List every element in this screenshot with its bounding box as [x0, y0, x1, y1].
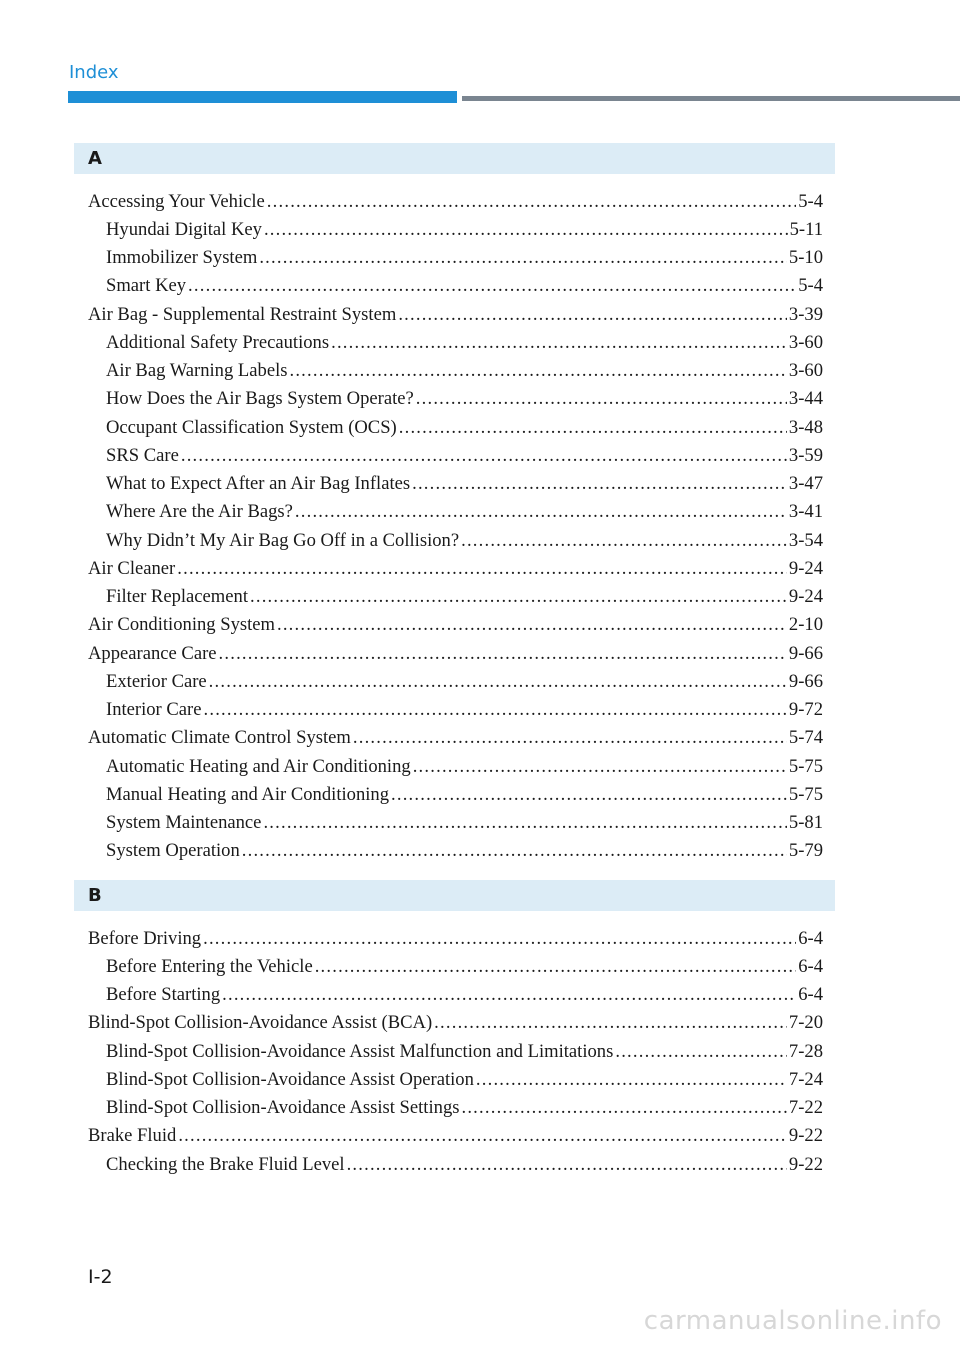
leader-dots	[391, 781, 787, 809]
index-subentry[interactable]	[106, 953, 823, 981]
entry-page: 6-4	[798, 956, 823, 977]
entry-page: 3-60	[788, 360, 823, 381]
index-subentry[interactable]	[106, 696, 823, 724]
index-entry[interactable]	[88, 1009, 823, 1037]
entry-label: Additional Safety Precautions	[106, 332, 330, 353]
leader-dots	[461, 1094, 786, 1122]
entry-page: 3-54	[788, 530, 823, 551]
entry-label: Blind-Spot Collision-Avoidance Assist Malfunction and Limitations	[106, 1041, 614, 1062]
entry-page: 5-79	[788, 840, 823, 861]
header-title: Index	[69, 62, 119, 83]
entry-label: Air Cleaner	[88, 558, 176, 579]
entry-label: Immobilizer System	[106, 247, 258, 268]
entry-page: 5-74	[788, 727, 823, 748]
index-subentry[interactable]	[106, 781, 823, 809]
entry-page: 3-44	[788, 388, 823, 409]
index-subentry[interactable]	[106, 1151, 823, 1179]
leader-dots	[188, 272, 796, 300]
entry-label: Air Conditioning System	[88, 614, 275, 635]
index-subentry[interactable]	[106, 244, 823, 272]
leader-dots	[242, 837, 787, 865]
section-letter: B	[88, 885, 102, 906]
leader-dots	[413, 753, 787, 781]
leader-dots	[295, 498, 787, 526]
leader-dots	[412, 470, 787, 498]
entry-page: 9-22	[788, 1125, 823, 1146]
header-bar-rule	[462, 96, 960, 101]
entry-label: What to Expect After an Air Bag Inflates	[106, 473, 411, 494]
watermark: carmanualsonline.info	[643, 1306, 942, 1336]
entry-page: 3-60	[788, 332, 823, 353]
leader-dots	[209, 668, 787, 696]
entry-label: SRS Care	[106, 445, 179, 466]
leader-dots	[264, 216, 788, 244]
leader-dots	[178, 1122, 787, 1150]
index-entry[interactable]	[88, 611, 823, 639]
entry-label: Before Starting	[106, 984, 221, 1005]
entry-label: Manual Heating and Air Conditioning	[106, 784, 390, 805]
index-entry[interactable]	[88, 555, 823, 583]
entry-page: 7-20	[788, 1012, 823, 1033]
entry-label: Accessing Your Vehicle	[88, 191, 265, 212]
index-subentry[interactable]	[106, 470, 823, 498]
entry-label: Hyundai Digital Key	[106, 219, 262, 240]
index-subentry[interactable]	[106, 668, 823, 696]
entry-label: Smart Key	[106, 275, 187, 296]
entry-label: Automatic Climate Control System	[88, 727, 351, 748]
entry-page: 9-24	[788, 586, 823, 607]
leader-dots	[331, 329, 787, 357]
index-entry[interactable]	[88, 925, 823, 953]
entry-label: Blind-Spot Collision-Avoidance Assist (BCA)	[88, 1012, 433, 1033]
entry-page: 6-4	[798, 928, 823, 949]
index-subentry[interactable]	[106, 1038, 823, 1066]
entry-label: Why Didn’t My Air Bag Go Off in a Collision?	[106, 530, 460, 551]
entry-label: Interior Care	[106, 699, 202, 720]
leader-dots	[615, 1038, 787, 1066]
index-entry[interactable]	[88, 724, 823, 752]
index-entry[interactable]	[88, 301, 823, 329]
entry-page: 3-39	[788, 304, 823, 325]
index-subentry[interactable]	[106, 527, 823, 555]
index-subentry[interactable]	[106, 583, 823, 611]
index-subentry[interactable]	[106, 414, 823, 442]
leader-dots	[353, 724, 787, 752]
index-subentry[interactable]	[106, 272, 823, 300]
header-bar-accent	[68, 91, 457, 103]
entry-page: 9-24	[788, 558, 823, 579]
index-subentry[interactable]	[106, 357, 823, 385]
leader-dots	[315, 953, 797, 981]
leader-dots	[222, 981, 796, 1009]
entry-label: Air Bag - Supplemental Restraint System	[88, 304, 397, 325]
section-header-b	[74, 880, 835, 911]
entry-label: Brake Fluid	[88, 1125, 177, 1146]
section-header-a	[74, 143, 835, 174]
leader-dots	[203, 925, 796, 953]
index-entry[interactable]	[88, 1122, 823, 1150]
entry-label: Blind-Spot Collision-Avoidance Assist Settings	[106, 1097, 460, 1118]
entry-page: 7-24	[788, 1069, 823, 1090]
leader-dots	[259, 244, 787, 272]
entry-page: 9-66	[788, 671, 823, 692]
entry-page: 7-28	[788, 1041, 823, 1062]
entry-label: Exterior Care	[106, 671, 207, 692]
page-number: I-2	[88, 1266, 113, 1288]
leader-dots	[476, 1066, 787, 1094]
entry-page: 6-4	[798, 984, 823, 1005]
entry-page: 3-41	[788, 501, 823, 522]
index-subentry[interactable]	[106, 216, 823, 244]
leader-dots	[263, 809, 786, 837]
leader-dots	[219, 640, 787, 668]
index-subentry[interactable]	[106, 329, 823, 357]
entry-label: Checking the Brake Fluid Level	[106, 1154, 345, 1175]
leader-dots	[177, 555, 787, 583]
index-entry[interactable]	[88, 640, 823, 668]
entry-page: 5-4	[798, 275, 823, 296]
index-subentry[interactable]	[106, 1066, 823, 1094]
leader-dots	[250, 583, 787, 611]
entry-page: 5-81	[788, 812, 823, 833]
entry-page: 3-59	[788, 445, 823, 466]
leader-dots	[434, 1009, 787, 1037]
entry-page: 5-75	[788, 756, 823, 777]
leader-dots	[204, 696, 787, 724]
entry-page: 9-72	[788, 699, 823, 720]
entry-label: Occupant Classification System (OCS)	[106, 417, 397, 438]
leader-dots	[416, 385, 787, 413]
entry-page: 5-10	[788, 247, 823, 268]
entry-label: System Operation	[106, 840, 240, 861]
index-subentry[interactable]	[106, 809, 823, 837]
entry-label: System Maintenance	[106, 812, 262, 833]
leader-dots	[267, 188, 796, 216]
entry-page: 3-48	[788, 417, 823, 438]
entry-label: Before Driving	[88, 928, 202, 949]
entry-page: 5-11	[789, 219, 823, 240]
index-subentry[interactable]	[106, 442, 823, 470]
index-entry[interactable]	[88, 188, 823, 216]
index-subentry[interactable]	[106, 1094, 823, 1122]
entry-page: 9-66	[788, 643, 823, 664]
leader-dots	[347, 1151, 787, 1179]
entry-label: Before Entering the Vehicle	[106, 956, 313, 977]
entry-label: Where Are the Air Bags?	[106, 501, 293, 522]
entry-page: 7-22	[788, 1097, 823, 1118]
index-subentry[interactable]	[106, 498, 823, 526]
entry-page: 9-22	[788, 1154, 823, 1175]
index-subentry[interactable]	[106, 753, 823, 781]
entry-label: Automatic Heating and Air Conditioning	[106, 756, 411, 777]
entry-page: 5-4	[798, 191, 823, 212]
leader-dots	[399, 414, 787, 442]
leader-dots	[181, 442, 787, 470]
entry-label: How Does the Air Bags System Operate?	[106, 388, 414, 409]
index-subentry[interactable]	[106, 837, 823, 865]
index-subentry[interactable]	[106, 385, 823, 413]
entry-label: Filter Replacement	[106, 586, 248, 607]
leader-dots	[398, 301, 787, 329]
entry-page: 2-10	[788, 614, 823, 635]
section-letter: A	[88, 148, 102, 169]
entry-page: 5-75	[788, 784, 823, 805]
leader-dots	[461, 527, 787, 555]
entry-label: Air Bag Warning Labels	[106, 360, 288, 381]
entry-label: Blind-Spot Collision-Avoidance Assist Operation	[106, 1069, 474, 1090]
leader-dots	[289, 357, 786, 385]
leader-dots	[277, 611, 787, 639]
index-subentry[interactable]	[106, 981, 823, 1009]
entry-page: 3-47	[788, 473, 823, 494]
entry-label: Appearance Care	[88, 643, 217, 664]
